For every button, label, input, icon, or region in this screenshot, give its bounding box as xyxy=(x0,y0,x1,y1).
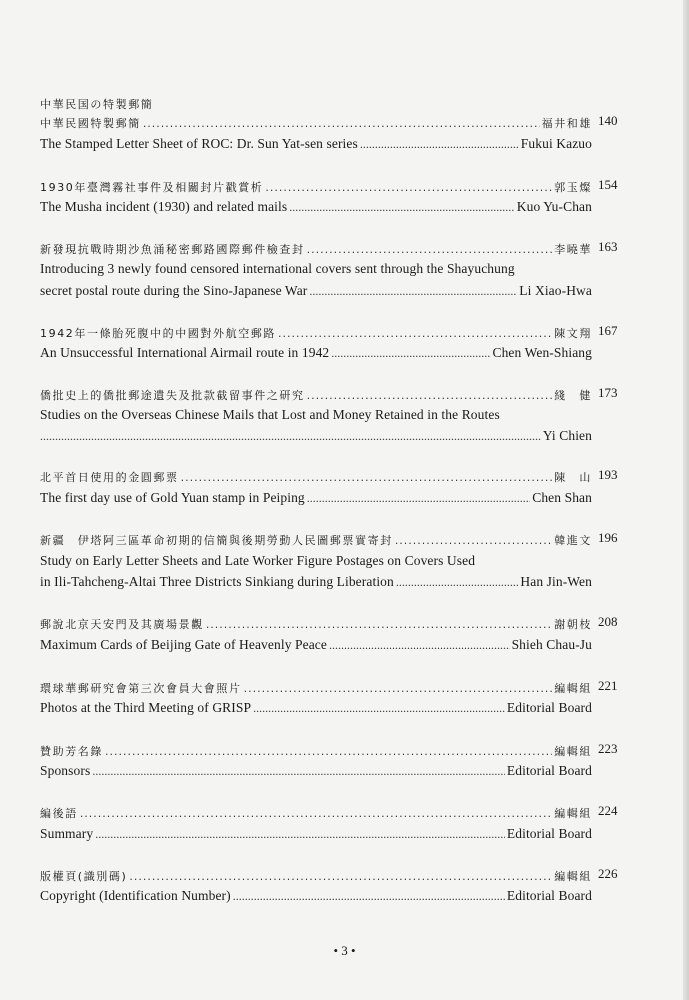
zh-author: 陳 山 xyxy=(554,471,592,484)
dot-leader xyxy=(206,618,552,631)
en-title: The first day use of Gold Yuan stamp in Peiping xyxy=(40,490,305,505)
en-author: Yi Chien xyxy=(542,428,592,443)
toc-entry-en xyxy=(40,637,592,653)
page-number-entry: 140 xyxy=(598,113,618,128)
dot-leader xyxy=(289,200,515,215)
page-number: • 3 • xyxy=(333,943,356,958)
toc-entry-zh xyxy=(40,680,592,696)
dot-leader xyxy=(278,327,552,340)
dot-leader xyxy=(181,471,553,484)
dot-leader xyxy=(40,429,541,444)
en-author: Fukui Kazuo xyxy=(520,136,592,151)
toc-entry-zh xyxy=(40,868,592,884)
zh-author: 李曉華 xyxy=(554,243,592,256)
en-title: Study on Early Letter Sheets and Late Worker Figure Postages on Covers Used xyxy=(40,553,476,568)
page-number-entry: 193 xyxy=(598,467,618,482)
en-title: Maximum Cards of Beijing Gate of Heavenly Peace xyxy=(40,637,327,652)
en-author: Editorial Board xyxy=(506,888,592,903)
toc-entry-zh xyxy=(40,743,592,759)
toc-entry-en xyxy=(40,888,592,904)
toc-entry-zh xyxy=(40,805,592,821)
en-author: Shieh Chau-Ju xyxy=(511,637,592,652)
dot-leader xyxy=(395,534,552,547)
zh-title: 中華民國特製郵簡 xyxy=(40,117,141,130)
zh-title: 新發現抗戰時期沙魚涌秘密郵路國際郵件檢查封 xyxy=(40,243,305,256)
page-number-entry: 196 xyxy=(598,530,618,545)
toc-entry-zh xyxy=(40,469,592,485)
zh-title: 1942年一條胎死腹中的中國對外航空郵路 xyxy=(40,327,276,340)
toc-entry-en xyxy=(40,345,592,361)
dot-leader xyxy=(307,243,553,256)
en-author: Chen Wen-Shiang xyxy=(492,345,592,360)
zh-title: 1930年臺灣霧社事件及相關封片戳賞析 xyxy=(40,181,264,194)
zh-author: 郭玉燦 xyxy=(554,181,592,194)
toc-entry-en xyxy=(40,261,592,277)
toc-entry-zh xyxy=(40,115,592,131)
page-number-entry: 226 xyxy=(598,866,618,881)
section-heading-text: 中華民国の特製郵簡 xyxy=(40,98,154,111)
page-number-entry: 167 xyxy=(598,323,618,338)
zh-title: 環球華郵研究會第三次會員大會照片 xyxy=(40,682,242,695)
dot-leader xyxy=(95,827,505,842)
en-title: The Musha incident (1930) and related mails xyxy=(40,199,288,214)
dot-leader xyxy=(307,389,553,402)
zh-author: 福井和雄 xyxy=(541,117,592,130)
zh-author: 陳文翔 xyxy=(554,327,592,340)
zh-title: 新疆 伊塔阿三區革命初期的信簡與後期勞動人民圖郵票實寄封 xyxy=(40,534,393,547)
en-author: Editorial Board xyxy=(506,763,592,778)
dot-leader xyxy=(92,764,505,779)
dot-leader xyxy=(265,181,552,194)
page-number-entry: 223 xyxy=(598,741,618,756)
dot-leader xyxy=(329,638,510,653)
zh-author: 謝朝枝 xyxy=(554,618,592,631)
toc-entry-en xyxy=(40,136,592,152)
en-author: Li Xiao-Hwa xyxy=(519,283,592,298)
toc-entry-en xyxy=(40,283,592,299)
zh-title: 版權頁(識別碼) xyxy=(40,870,128,883)
toc-entry-zh xyxy=(40,325,592,341)
page-number-entry: 208 xyxy=(598,614,618,629)
toc-entry-zh xyxy=(40,532,592,548)
zh-title: 郵說北京天安門及其廣場景觀 xyxy=(40,618,204,631)
dot-leader xyxy=(360,137,519,152)
zh-title: 北平首日使用的金圓郵票 xyxy=(40,471,179,484)
zh-title: 贊助芳名錄 xyxy=(40,745,103,758)
page-number-entry: 173 xyxy=(598,385,618,400)
dot-leader xyxy=(143,117,540,130)
en-title: The Stamped Letter Sheet of ROC: Dr. Sun Yat-sen series xyxy=(40,136,358,151)
zh-title: 編後語 xyxy=(40,807,78,820)
en-title: Studies on the Overseas Chinese Mails that Lost and Money Retained in the Routes xyxy=(40,407,500,422)
page-number-entry: 221 xyxy=(598,678,618,693)
toc-entry-en xyxy=(40,407,592,423)
en-title: An Unsuccessful International Airmail route in 1942 xyxy=(40,345,330,360)
page-number-entry: 154 xyxy=(598,177,618,192)
toc-entry-en xyxy=(40,490,592,506)
dot-leader xyxy=(307,491,530,506)
zh-author: 編輯組 xyxy=(554,870,592,883)
toc-entry-en xyxy=(40,574,592,590)
en-title: secret postal route during the Sino-Japanese War xyxy=(40,283,308,298)
toc-entry-en xyxy=(40,553,592,569)
dot-leader xyxy=(396,575,519,590)
dot-leader xyxy=(253,701,505,716)
zh-author: 韓進文 xyxy=(554,534,592,547)
dot-leader xyxy=(244,682,553,695)
en-title: Introducing 3 newly found censored international covers sent through the Shayuchung xyxy=(40,261,515,276)
en-author: Editorial Board xyxy=(506,700,592,715)
dot-leader xyxy=(80,807,552,820)
en-author: Editorial Board xyxy=(506,826,592,841)
zh-author: 編輯組 xyxy=(554,807,592,820)
en-author: Han Jin-Wen xyxy=(520,574,592,589)
dot-leader xyxy=(105,745,552,758)
en-title: Sponsors xyxy=(40,763,91,778)
dot-leader xyxy=(309,284,517,299)
toc-entry-en xyxy=(40,700,592,716)
page-number-entry: 163 xyxy=(598,239,618,254)
zh-author: 編輯組 xyxy=(554,682,592,695)
toc-entry-en xyxy=(40,199,592,215)
dot-leader xyxy=(129,870,552,883)
toc-entry-en xyxy=(40,763,592,779)
dot-leader xyxy=(233,889,505,904)
toc-entry-zh xyxy=(40,387,592,403)
en-author: Chen Shan xyxy=(532,490,592,505)
section-heading xyxy=(40,96,592,112)
dot-leader xyxy=(331,346,490,361)
toc-entry-en xyxy=(40,428,592,444)
zh-author: 編輯組 xyxy=(554,745,592,758)
page-number-entry: 224 xyxy=(598,803,618,818)
zh-author: 綫 健 xyxy=(554,389,592,402)
en-title: Summary xyxy=(40,826,94,841)
toc-entry-zh xyxy=(40,241,592,257)
toc-entry-zh xyxy=(40,616,592,632)
en-author: Kuo Yu-Chan xyxy=(516,199,592,214)
toc-entry-en xyxy=(40,826,592,842)
en-title: Photos at the Third Meeting of GRISP xyxy=(40,700,252,715)
en-title: in Ili-Tahcheng-Altai Three Districts Sinkiang during Liberation xyxy=(40,574,394,589)
zh-title: 僑批史上的僑批郵途遺失及批款截留事件之研究 xyxy=(40,389,305,402)
toc-entry-zh xyxy=(40,179,592,195)
en-title: Copyright (Identification Number) xyxy=(40,888,231,903)
